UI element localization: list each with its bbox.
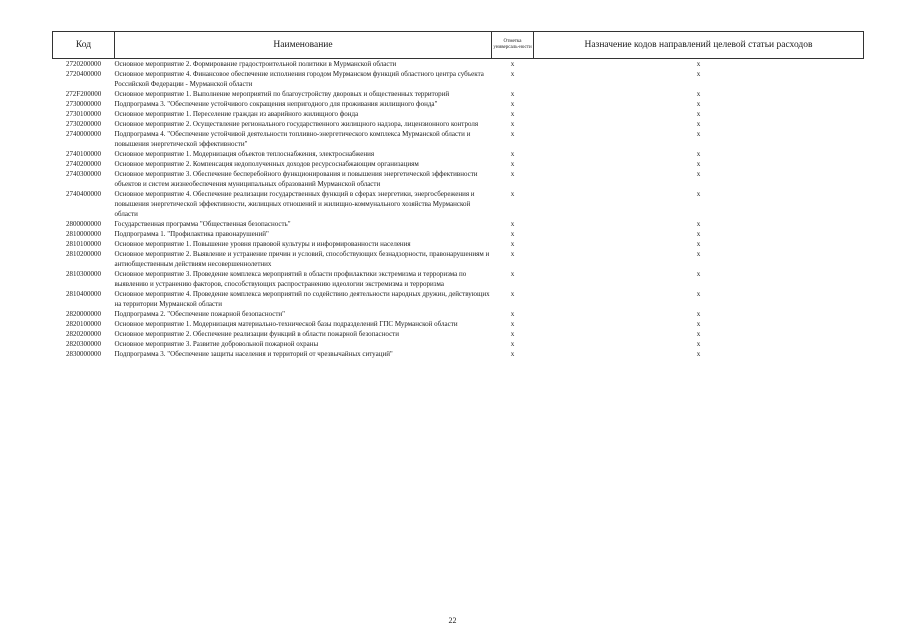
row-universality-mark: x xyxy=(510,230,515,238)
column-header-universality: Отметка универсаль-ности xyxy=(492,32,534,59)
budget-codes-table xyxy=(52,31,864,359)
row-name: Основное мероприятие 1. Переселение граждан из аварийного жилищного фонда xyxy=(114,110,359,118)
table-row xyxy=(53,189,864,219)
row-code: 2810100000 xyxy=(66,240,101,248)
row-code: 2820300000 xyxy=(66,340,101,348)
row-universality-mark: x xyxy=(510,220,515,228)
row-code: 2820100000 xyxy=(66,320,101,328)
table-row xyxy=(53,239,864,249)
row-universality-mark: x xyxy=(510,290,515,298)
row-name: Подпрограмма 3. "Обеспечение устойчивого сокращения непригодного для проживания жилищного фонда" xyxy=(114,100,438,108)
table-header-row xyxy=(53,32,864,59)
row-universality-mark: x xyxy=(510,60,515,68)
table-body xyxy=(53,59,864,360)
row-purpose-mark: x xyxy=(696,190,701,198)
row-name: Основное мероприятие 2. Обеспечение реализации функций в области пожарной безопасности xyxy=(114,330,399,338)
row-name: Основное мероприятие 4. Обеспечение реализации государственных функций в сферах энергетики, энергосбережения и повышения энергетической эффективности, жилищных отношений и жилищно-коммунального хозяйства Мурманской области xyxy=(114,190,475,218)
table-row xyxy=(53,339,864,349)
row-purpose-mark: x xyxy=(696,120,701,128)
row-universality-mark: x xyxy=(510,310,515,318)
row-name: Подпрограмма 3. "Обеспечение защиты населения и территорий от чрезвычайных ситуаций" xyxy=(114,350,393,358)
table-row xyxy=(53,159,864,169)
row-name: Основное мероприятие 3. Проведение комплекса мероприятий в области профилактики экстремизма и терроризма по выявлению и устранению факторов, способствующих распространению идеологии экстремизма и терроризма xyxy=(114,270,467,288)
table-row xyxy=(53,169,864,189)
row-name: Основное мероприятие 4. Проведение комплекса мероприятий по содействию деятельности народных дружин, действующих на территории Мурманской области xyxy=(114,290,490,308)
table-row xyxy=(53,69,864,89)
row-purpose-mark: x xyxy=(696,250,701,258)
row-code: 2720400000 xyxy=(66,70,101,78)
table-header xyxy=(53,32,864,59)
row-universality-mark: x xyxy=(510,100,515,108)
row-purpose-mark: x xyxy=(696,330,701,338)
row-code: 2740400000 xyxy=(66,190,101,198)
row-purpose-mark: x xyxy=(696,290,701,298)
row-universality-mark: x xyxy=(510,350,515,358)
row-purpose-mark: x xyxy=(696,240,701,248)
row-name: Основное мероприятие 3. Обеспечение бесперебойного функционирования и повышения энергетической эффективности объектов и систем жизнеобеспечения муниципальных образований Мурманской области xyxy=(114,170,478,188)
row-name: Основное мероприятие 2. Компенсация недополученных доходов ресурсоснабжающим организациям xyxy=(114,160,419,168)
row-purpose-mark: x xyxy=(696,320,701,328)
row-purpose-mark: x xyxy=(696,230,701,238)
row-purpose-mark: x xyxy=(696,350,701,358)
row-code: 2730000000 xyxy=(66,100,101,108)
row-universality-mark: x xyxy=(510,270,515,278)
row-name: Основное мероприятие 2. Формирование градостроительной политики в Мурманской области xyxy=(114,60,397,68)
table-row xyxy=(53,329,864,339)
row-purpose-mark: x xyxy=(696,310,701,318)
table-row xyxy=(53,319,864,329)
row-purpose-mark: x xyxy=(696,60,701,68)
row-name: Основное мероприятие 2. Осуществление регионального государственного жилищного надзора, лицензионного контроля xyxy=(114,120,479,128)
table-row xyxy=(53,269,864,289)
row-name: Основное мероприятие 2. Выявление и устранение причин и условий, способствующих безнадзорности, правонарушениям и антиобщественным действиям несовершеннолетних xyxy=(114,250,490,268)
row-code: 2820000000 xyxy=(66,310,101,318)
row-universality-mark: x xyxy=(510,160,515,168)
row-code: 2810300000 xyxy=(66,270,101,278)
row-purpose-mark: x xyxy=(696,70,701,78)
row-purpose-mark: x xyxy=(696,90,701,98)
row-purpose-mark: x xyxy=(696,100,701,108)
row-name: Основное мероприятие 1. Модернизация материально-технической базы подразделений ГПС Мурманской области xyxy=(114,320,458,328)
row-universality-mark: x xyxy=(510,320,515,328)
row-purpose-mark: x xyxy=(696,110,701,118)
row-code: 2800000000 xyxy=(66,220,101,228)
row-name: Основное мероприятие 3. Развитие добровольной пожарной охраны xyxy=(114,340,319,348)
row-universality-mark: x xyxy=(510,250,515,258)
table-row xyxy=(53,219,864,229)
column-header-purpose: Назначение кодов направлений целевой статьи расходов xyxy=(534,32,864,59)
row-universality-mark: x xyxy=(510,130,515,138)
row-code: 2810000000 xyxy=(66,230,101,238)
row-code: 2730200000 xyxy=(66,120,101,128)
row-code: 2820200000 xyxy=(66,330,101,338)
table-row xyxy=(53,289,864,309)
column-header-name: Наименование xyxy=(115,32,492,59)
row-purpose-mark: x xyxy=(696,170,701,178)
row-purpose-mark: x xyxy=(696,220,701,228)
table-row xyxy=(53,119,864,129)
row-name: Государственная программа "Общественная безопасность" xyxy=(114,220,291,228)
row-universality-mark: x xyxy=(510,120,515,128)
row-name: Подпрограмма 1. "Профилактика правонарушений" xyxy=(114,230,269,238)
row-name: Основное мероприятие 1. Повышение уровня правовой культуры и информированности населения xyxy=(114,240,411,248)
row-code: 2740000000 xyxy=(66,130,101,138)
table-row xyxy=(53,309,864,319)
column-header-code: Код xyxy=(53,32,115,59)
row-name: Подпрограмма 4. "Обеспечение устойчивой деятельности топливно-энергетического комплекса Мурманской области и повышения энергетической эффективности" xyxy=(114,130,471,148)
table-row xyxy=(53,229,864,239)
row-code: 2810200000 xyxy=(66,250,101,258)
row-purpose-mark: x xyxy=(696,150,701,158)
row-purpose-mark: x xyxy=(696,340,701,348)
row-universality-mark: x xyxy=(510,70,515,78)
table-row xyxy=(53,89,864,99)
row-universality-mark: x xyxy=(510,150,515,158)
row-universality-mark: x xyxy=(510,340,515,348)
row-purpose-mark: x xyxy=(696,130,701,138)
row-universality-mark: x xyxy=(510,240,515,248)
table-row xyxy=(53,59,864,70)
table-row xyxy=(53,99,864,109)
row-universality-mark: x xyxy=(510,170,515,178)
row-code: 2730100000 xyxy=(66,110,101,118)
table-row xyxy=(53,349,864,359)
table-row xyxy=(53,249,864,269)
row-name: Подпрограмма 2. "Обеспечение пожарной безопасности" xyxy=(114,310,286,318)
row-code: 2740100000 xyxy=(66,150,101,158)
row-universality-mark: x xyxy=(510,190,515,198)
row-purpose-mark: x xyxy=(696,270,701,278)
row-name: Основное мероприятие 1. Модернизация объектов теплоснабжения, электроснабжения xyxy=(114,150,375,158)
row-code: 2740200000 xyxy=(66,160,101,168)
row-code: 2740300000 xyxy=(66,170,101,178)
table-row xyxy=(53,109,864,119)
page-number: 22 xyxy=(448,616,457,625)
table-row xyxy=(53,149,864,159)
row-purpose-mark: x xyxy=(696,160,701,168)
row-code: 2810400000 xyxy=(66,290,101,298)
row-code: 2830000000 xyxy=(66,350,101,358)
row-universality-mark: x xyxy=(510,110,515,118)
row-code: 272F200000 xyxy=(65,90,102,98)
row-name: Основное мероприятие 1. Выполнение мероприятий по благоустройству дворовых и общественных территорий xyxy=(114,90,450,98)
row-universality-mark: x xyxy=(510,330,515,338)
table-row xyxy=(53,129,864,149)
row-code: 2720200000 xyxy=(66,60,101,68)
row-universality-mark: x xyxy=(510,90,515,98)
row-name: Основное мероприятие 4. Финансовое обеспечение исполнения городом Мурманском функций областного центра субъекта Российской Федерации - Мурманской области xyxy=(114,70,484,88)
